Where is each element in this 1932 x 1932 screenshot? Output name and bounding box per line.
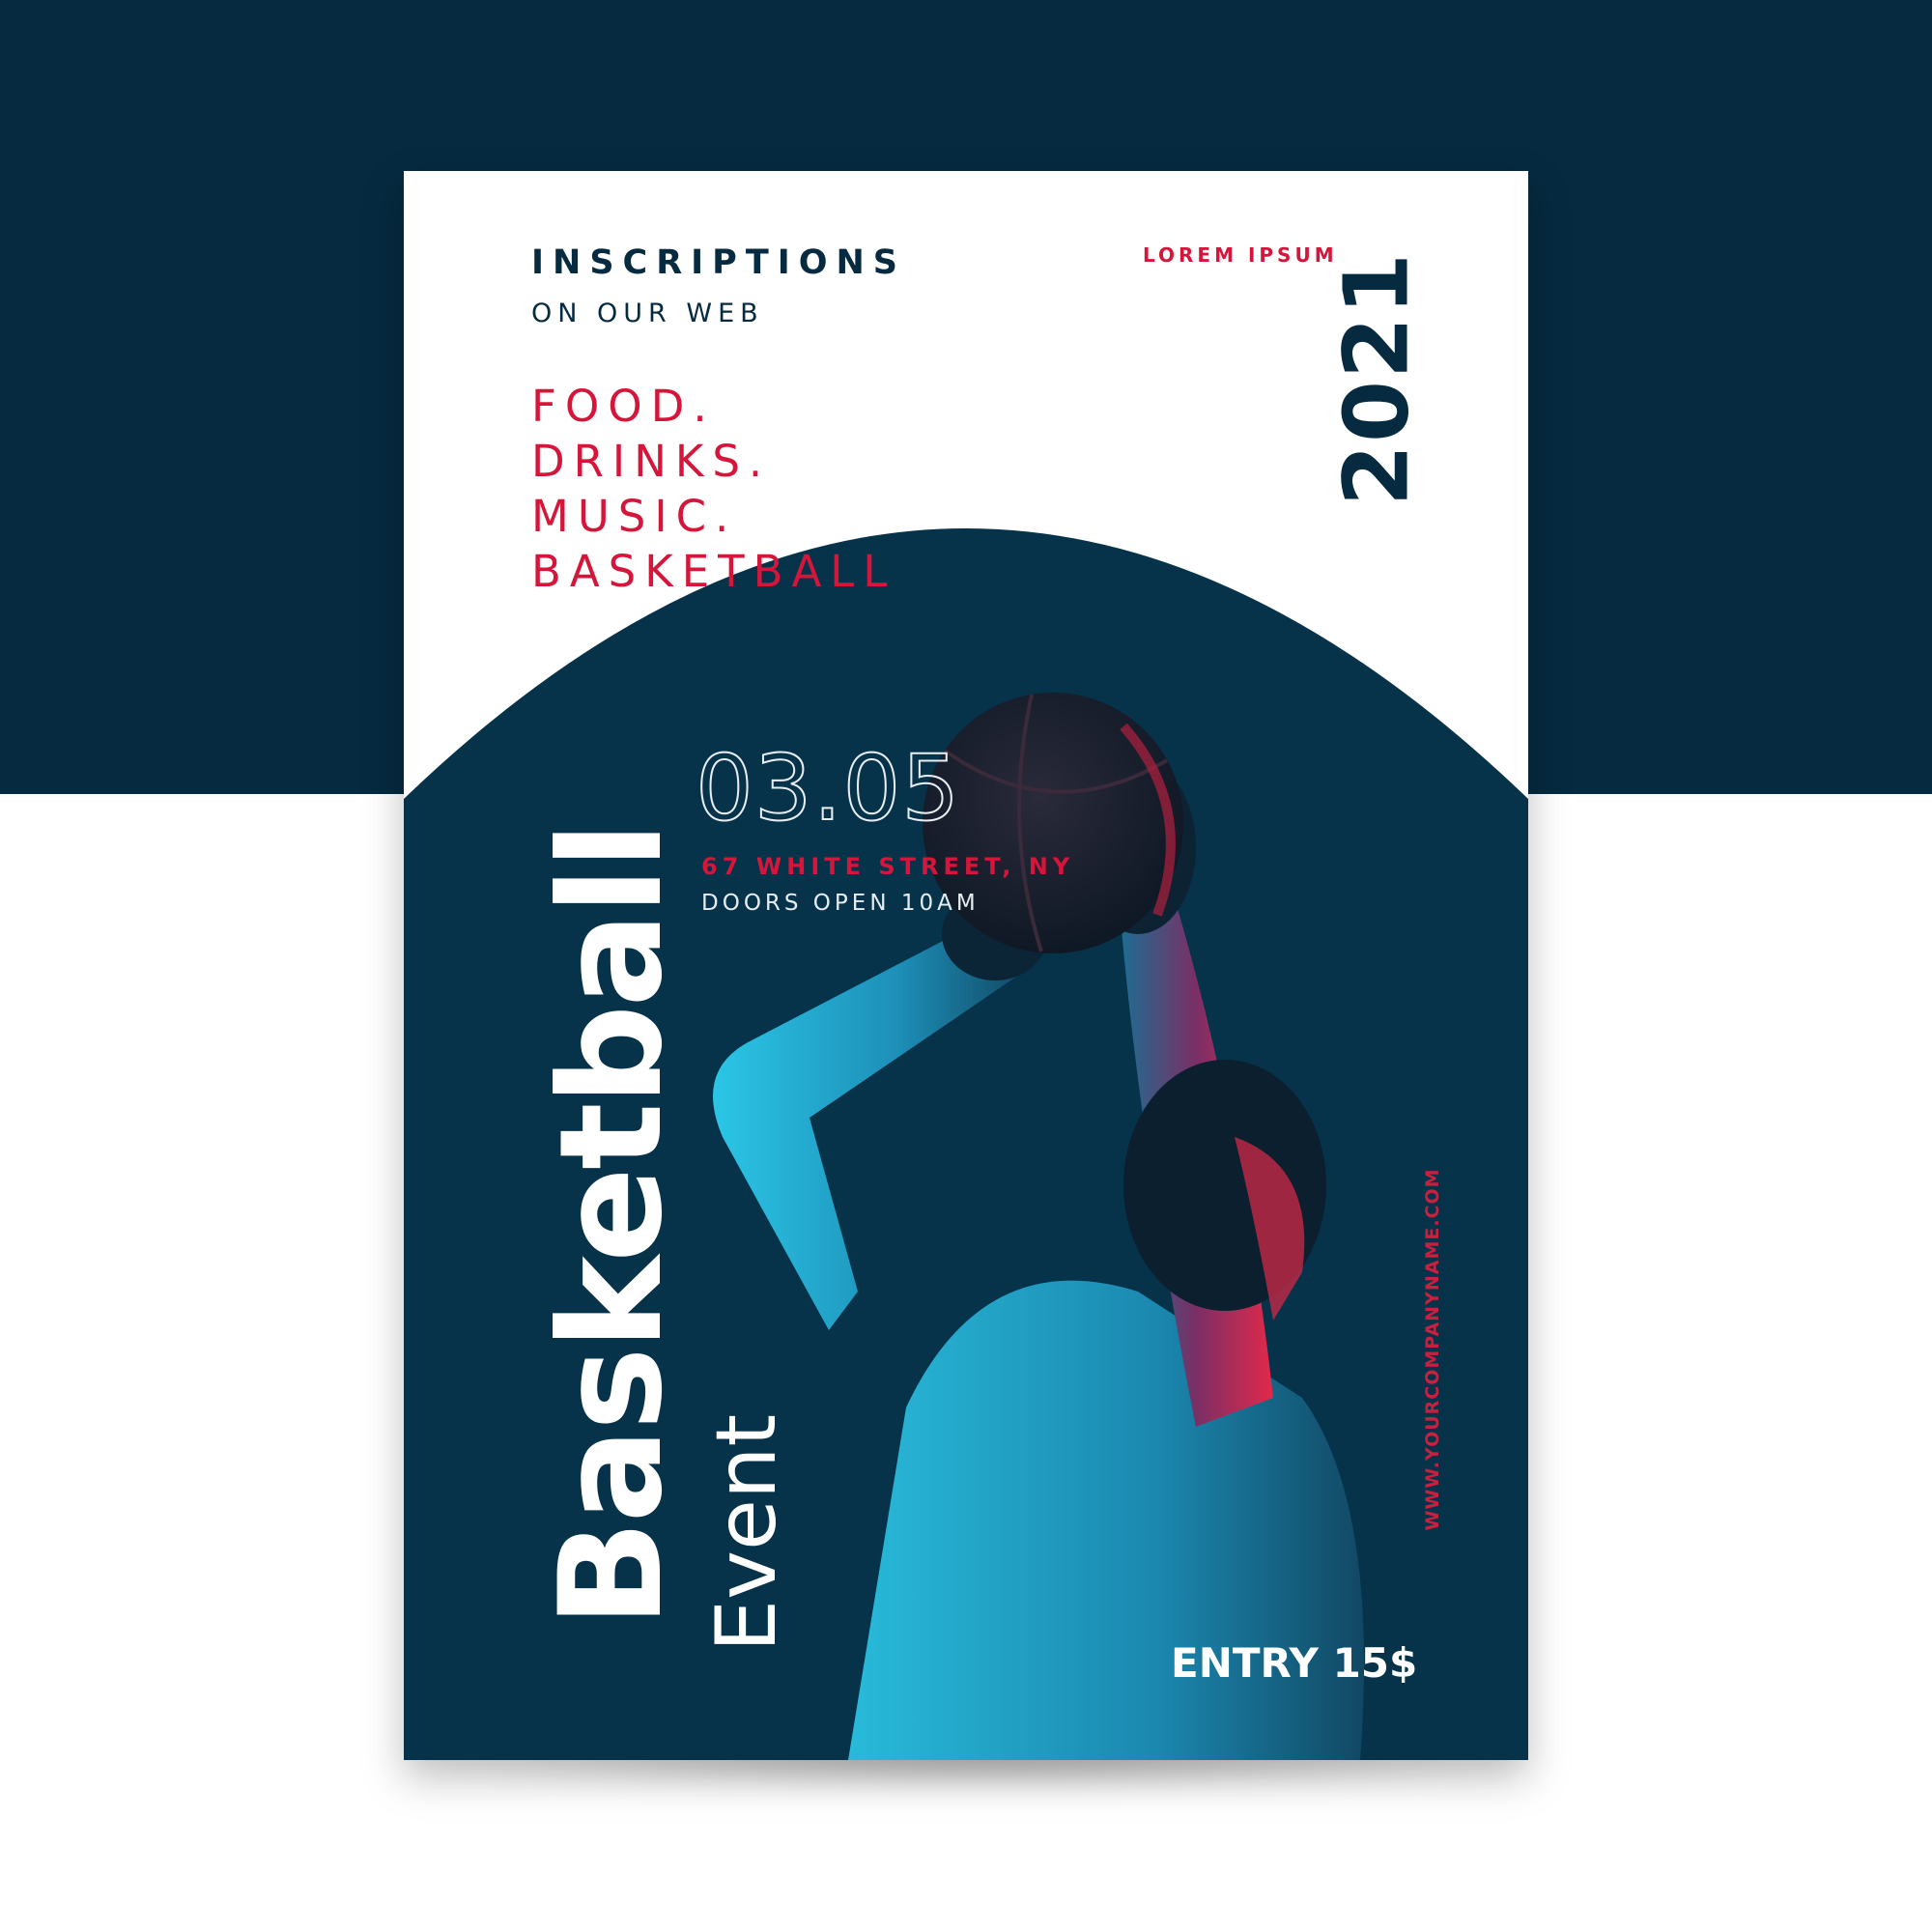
doors-open-time: DOORS OPEN 10AM (701, 891, 980, 916)
website-link[interactable]: WWW.YOURCOMPANYNAME.COM (1422, 1168, 1443, 1531)
event-poster (404, 171, 1528, 1760)
year-vertical (1324, 250, 1429, 507)
entry-price: ENTRY 15$ (1171, 1639, 1418, 1687)
event-title-vertical (529, 762, 694, 1690)
on-our-web-subtitle: ON OUR WEB (531, 298, 764, 328)
year-text: 2021 (1324, 250, 1429, 507)
inscriptions-heading: INSCRIPTIONS (531, 243, 906, 282)
feature-item: DRINKS. (531, 436, 772, 487)
features-list (531, 379, 895, 599)
event-title-text: Basketball (529, 824, 694, 1628)
website-vertical (1413, 1108, 1452, 1591)
lorem-tagline: LOREM IPSUM (1143, 243, 1338, 267)
feature-item: MUSIC. (531, 491, 738, 542)
event-subtitle-text: Event (698, 1413, 795, 1653)
feature-item: FOOD. (531, 381, 716, 432)
event-subtitle-vertical (694, 1369, 800, 1697)
feature-item: BASKETBALL (531, 546, 896, 597)
event-address: 67 WHITE STREET, NY (701, 853, 1075, 880)
event-date: 03.05 (696, 736, 961, 841)
